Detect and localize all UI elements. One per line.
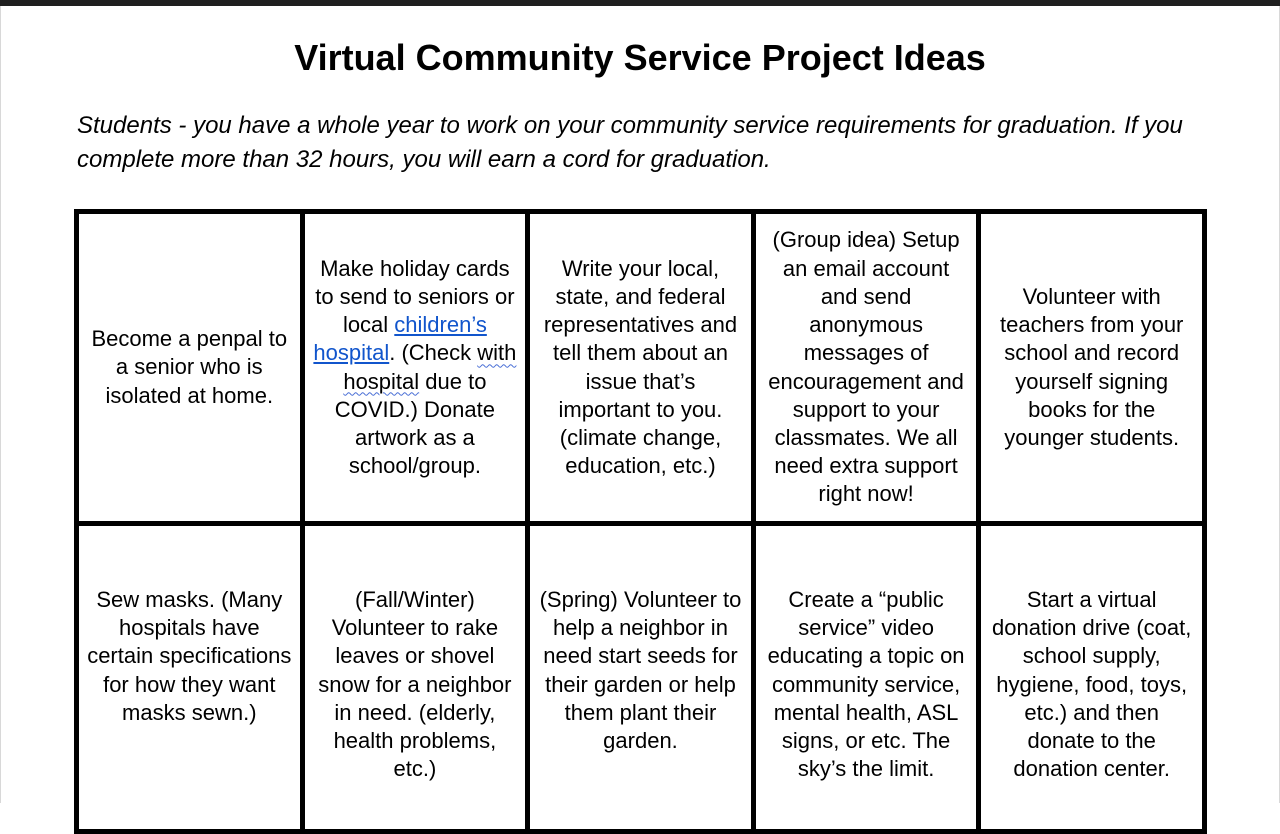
spellcheck-flagged-text[interactable]: with hospital (343, 340, 517, 394)
idea-text: Start a virtual donation drive (coat, school supply, hygiene, food, toys, etc.) and then donate to the donation center. (992, 587, 1192, 782)
intro-paragraph: Students - you have a whole year to work on your community service requirements for graduation. If you complete more than 32 hours, you will earn a cord for graduation. (77, 112, 1183, 173)
idea-cell[interactable] (302, 212, 528, 524)
idea-text: (Group idea) Setup an email account and send anonymous messages of encouragement and support to your classmates. We all need extra support right now! (768, 227, 964, 507)
idea-cell[interactable] (528, 212, 754, 524)
idea-text: Sew masks. (Many hospitals have certain specifications for how they want masks sewn.) (87, 587, 292, 725)
idea-text: (Fall/Winter) Volunteer to rake leaves or shovel snow for a neighbor in need. (elderly, health problems, etc.) (318, 587, 512, 782)
idea-cell[interactable] (753, 524, 979, 832)
idea-cell[interactable] (753, 212, 979, 524)
idea-text-part: due to COVID.) Donate artwork as a school/group. (334, 368, 495, 479)
page-left-edge (0, 6, 1, 803)
idea-text: Create a “public service” video educating a topic on community service, mental health, ASL signs, or etc. The sky’s the limit. (767, 587, 965, 782)
childrens-hospital-link[interactable]: children’s hospital (313, 312, 487, 366)
idea-text: Write your local, state, and federal representatives and tell them about an issue that’s important to you. (climate change, education, etc.) (543, 255, 738, 479)
idea-text: Become a penpal to a senior who is isolated at home. (91, 326, 288, 408)
grid-row (77, 524, 1205, 832)
idea-text-part: . (Check (389, 340, 478, 366)
window-top-strip (0, 0, 1280, 6)
idea-text: (Spring) Volunteer to help a neighbor in need start seeds for their garden or help them plant their garden. (539, 587, 742, 754)
idea-cell[interactable] (77, 524, 303, 832)
idea-cell[interactable] (979, 524, 1205, 832)
idea-cell[interactable] (302, 524, 528, 832)
page-title: Virtual Community Service Project Ideas (294, 37, 986, 78)
idea-text-part: Make holiday cards to send to seniors or local (315, 255, 515, 338)
idea-cell[interactable] (77, 212, 303, 524)
ideas-grid (74, 209, 1207, 834)
idea-cell[interactable] (979, 212, 1205, 524)
idea-cell[interactable] (528, 524, 754, 832)
idea-text: Volunteer with teachers from your school and record yourself signing books for the younger students. (999, 283, 1184, 450)
grid-row (77, 212, 1205, 524)
